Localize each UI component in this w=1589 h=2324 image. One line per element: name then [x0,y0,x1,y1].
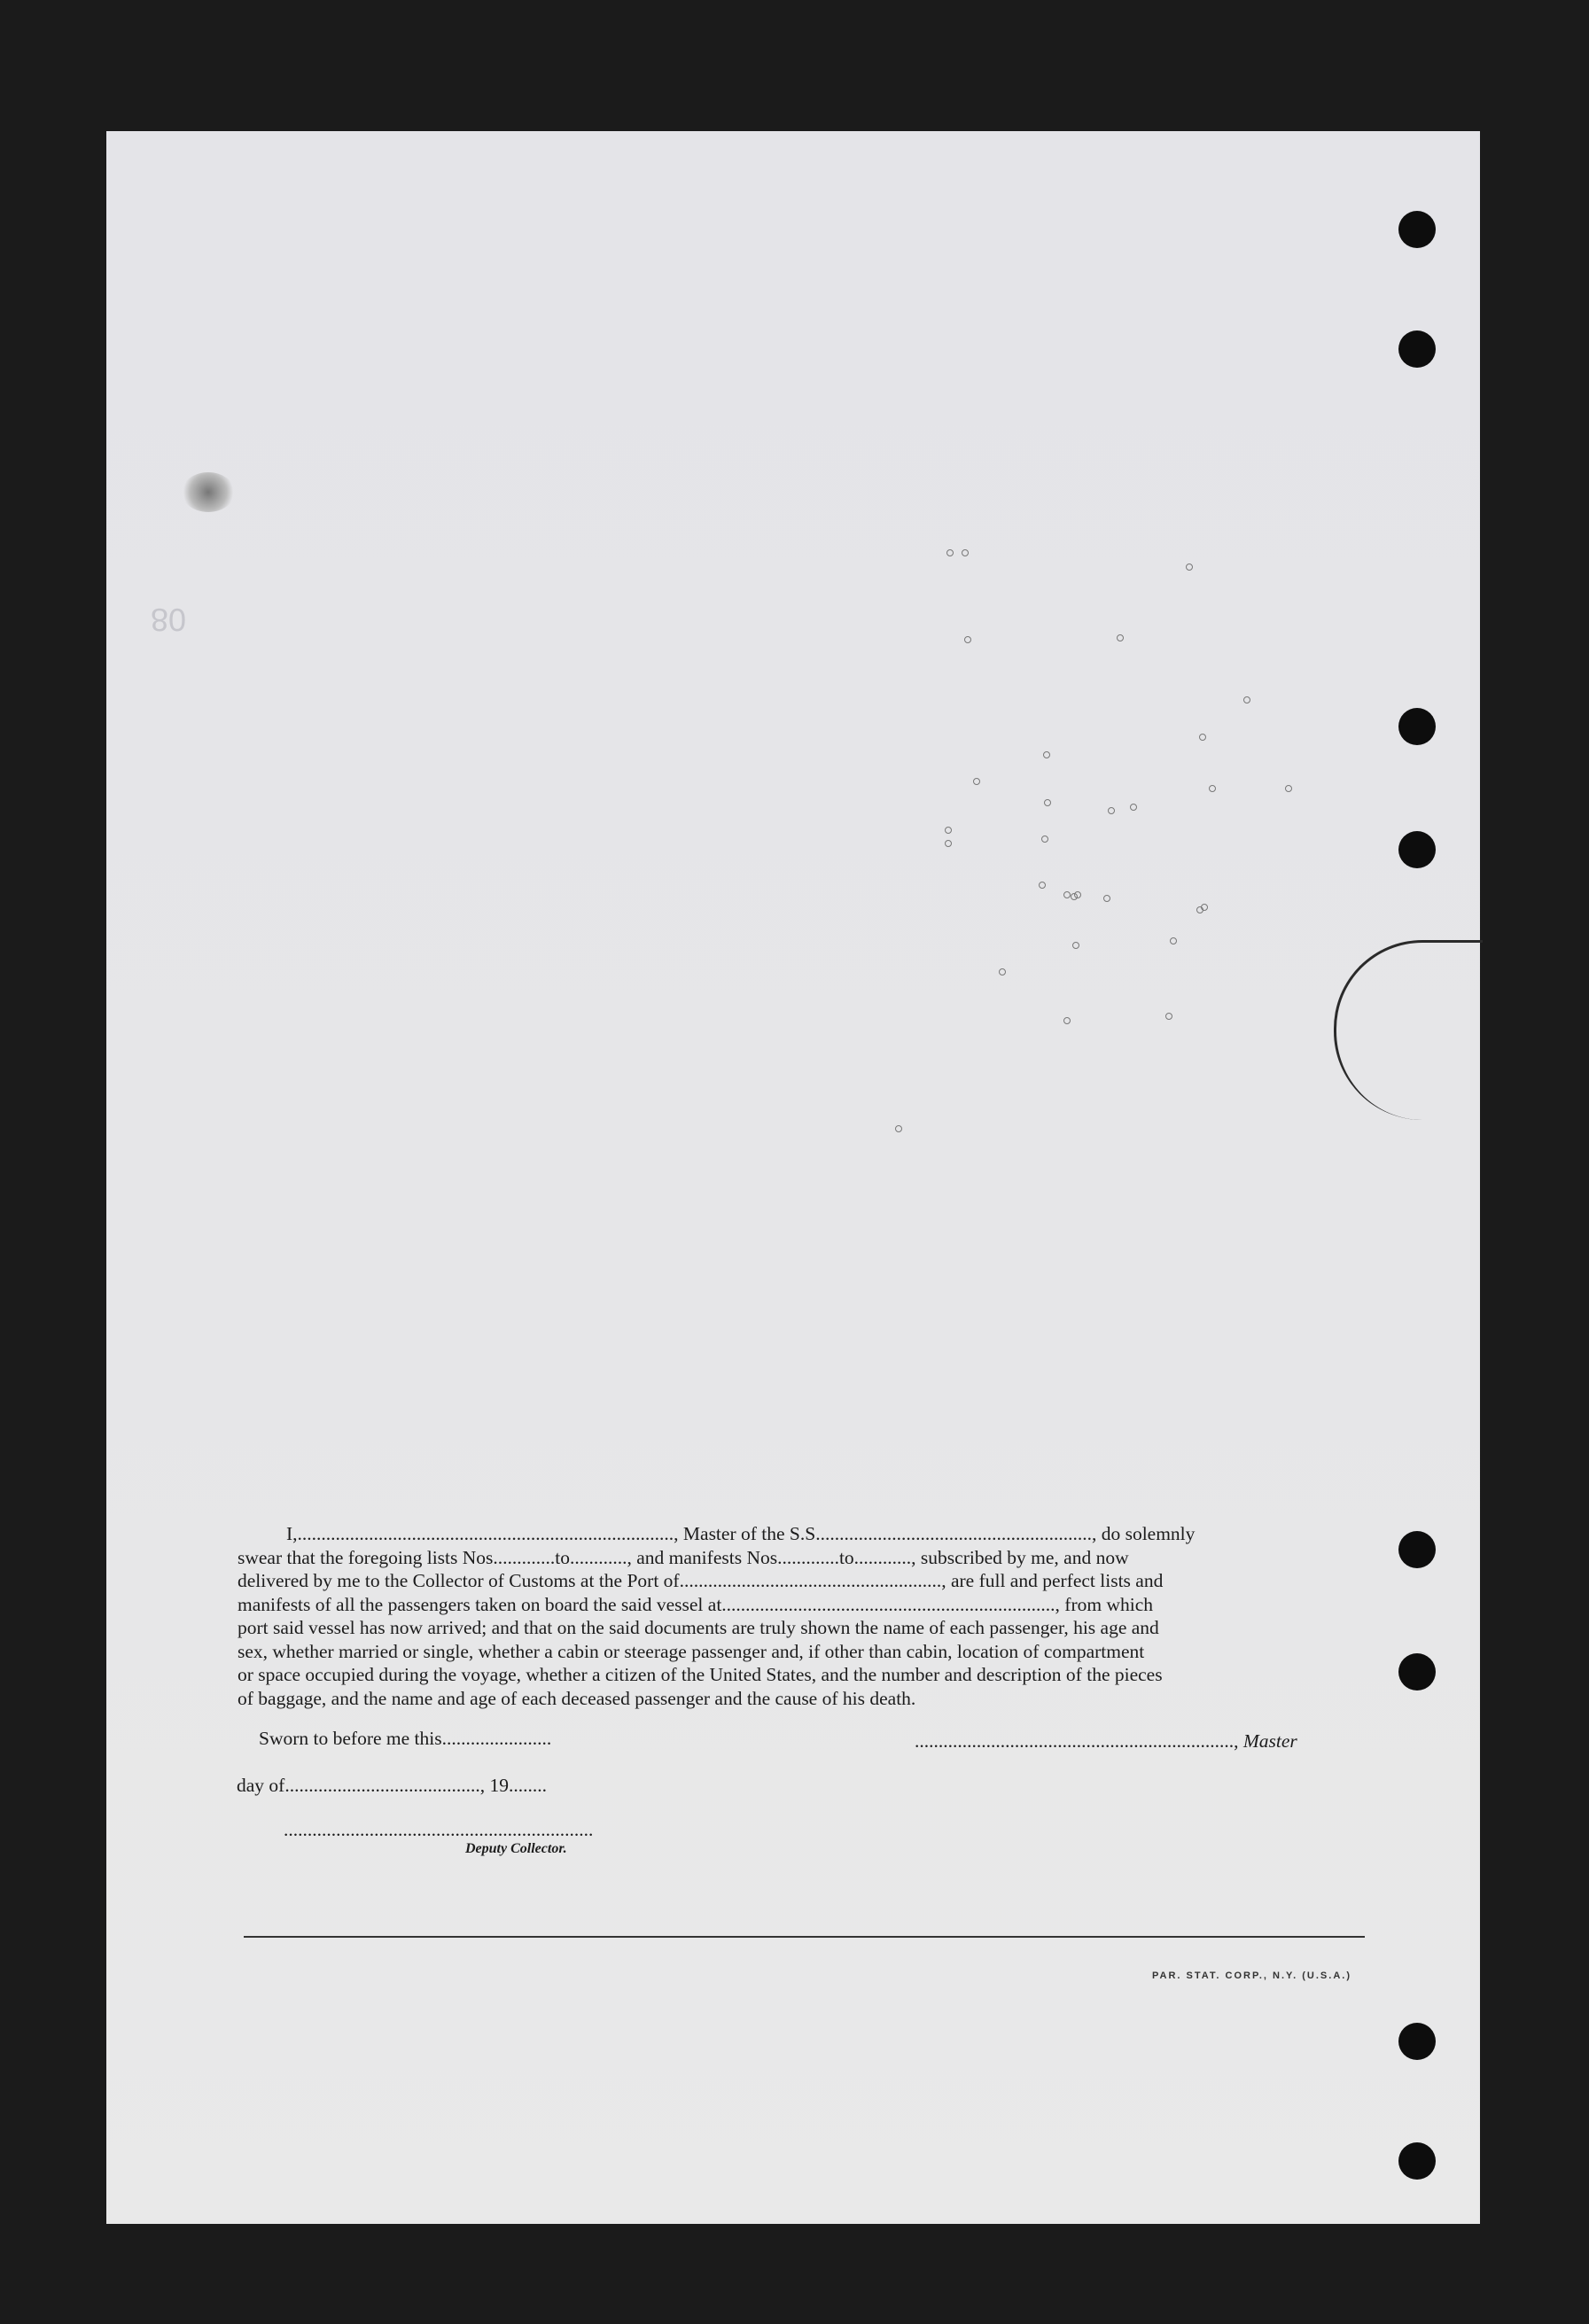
speckle [1071,893,1078,900]
speckle [999,968,1006,975]
speckle [1201,904,1208,911]
deputy-collector-label: Deputy Collector. [465,1841,567,1856]
oath-line: of baggage, and the name and age of each deceased passenger and the cause of his death. [238,1687,916,1709]
speckle [1103,895,1110,902]
punch-hole-icon [1398,2142,1436,2180]
speckle [1108,807,1115,814]
oath-line: I,..............................................................................., Master of the S.S.........................................................., do solemnly [286,1523,1196,1544]
speckle [895,1125,902,1132]
punch-hole-icon [1398,708,1436,745]
oath-line: swear that the foregoing lists Nos.............to............, and manifests Nos.............to............, subscribed by me, and now [238,1546,1129,1568]
master-signature-line [915,1730,1297,1753]
speckle [1039,882,1046,889]
oath-line: or space occupied during the voyage, whether a citizen of the United States, and the number and description of the pieces [238,1664,1163,1685]
punch-hole-icon [1398,1531,1436,1568]
manifest-back-page [106,131,1480,2224]
speckle [1209,785,1216,792]
master-signature-dots: ..................................................................., [915,1730,1243,1752]
speckle [964,636,971,643]
speckle [973,778,980,785]
deputy-signature-dots: ................................................................. [284,1819,594,1840]
speckle [945,840,952,847]
speckle [962,549,969,556]
speckle [1199,734,1206,741]
speckle [1041,836,1048,843]
speckle [1117,634,1124,641]
punch-hole-icon [1398,211,1436,248]
speckle [946,549,954,556]
speckle [1165,1013,1172,1020]
punch-hole-icon [1398,330,1436,368]
faint-bleed-through-number: 08 [151,602,187,638]
oath-line: delivered by me to the Collector of Customs at the Port of......................................................., are full and perfect lists and [238,1570,1164,1591]
master-oath-paragraph [238,1522,1376,1710]
oath-line: sex, whether married or single, whether a cabin or steerage passenger and, if other than cabin, location of compartment [238,1640,1145,1662]
oath-line: manifests of all the passengers taken on board the said vessel at......................................................................, from which [238,1593,1154,1615]
punch-hole-icon [1398,1653,1436,1691]
printer-imprint: PAR. STAT. CORP., N.Y. (U.S.A.) [1152,1970,1351,1981]
speckle [1170,937,1177,944]
ink-smudge [182,472,235,512]
paper-tab-edge [1334,940,1483,1120]
punch-hole-icon [1398,2023,1436,2060]
bottom-rule [244,1936,1365,1938]
day-of-line: day of........................................., 19........ [237,1775,547,1796]
speckle [1063,891,1071,898]
sworn-before-line: Sworn to before me this....................... [259,1728,552,1749]
speckle [1186,564,1193,571]
speckle [1285,785,1292,792]
speckle [945,827,952,834]
oath-line: port said vessel has now arrived; and that on the said documents are truly shown the name of each passenger, his age and [238,1617,1159,1638]
speckle [1044,799,1051,806]
speckle [1072,942,1079,949]
speckle [1043,751,1050,758]
speckle [1243,696,1250,703]
master-label: Master [1242,1730,1297,1752]
speckle [1063,1017,1071,1024]
punch-hole-icon [1398,831,1436,868]
speckle [1130,804,1137,811]
